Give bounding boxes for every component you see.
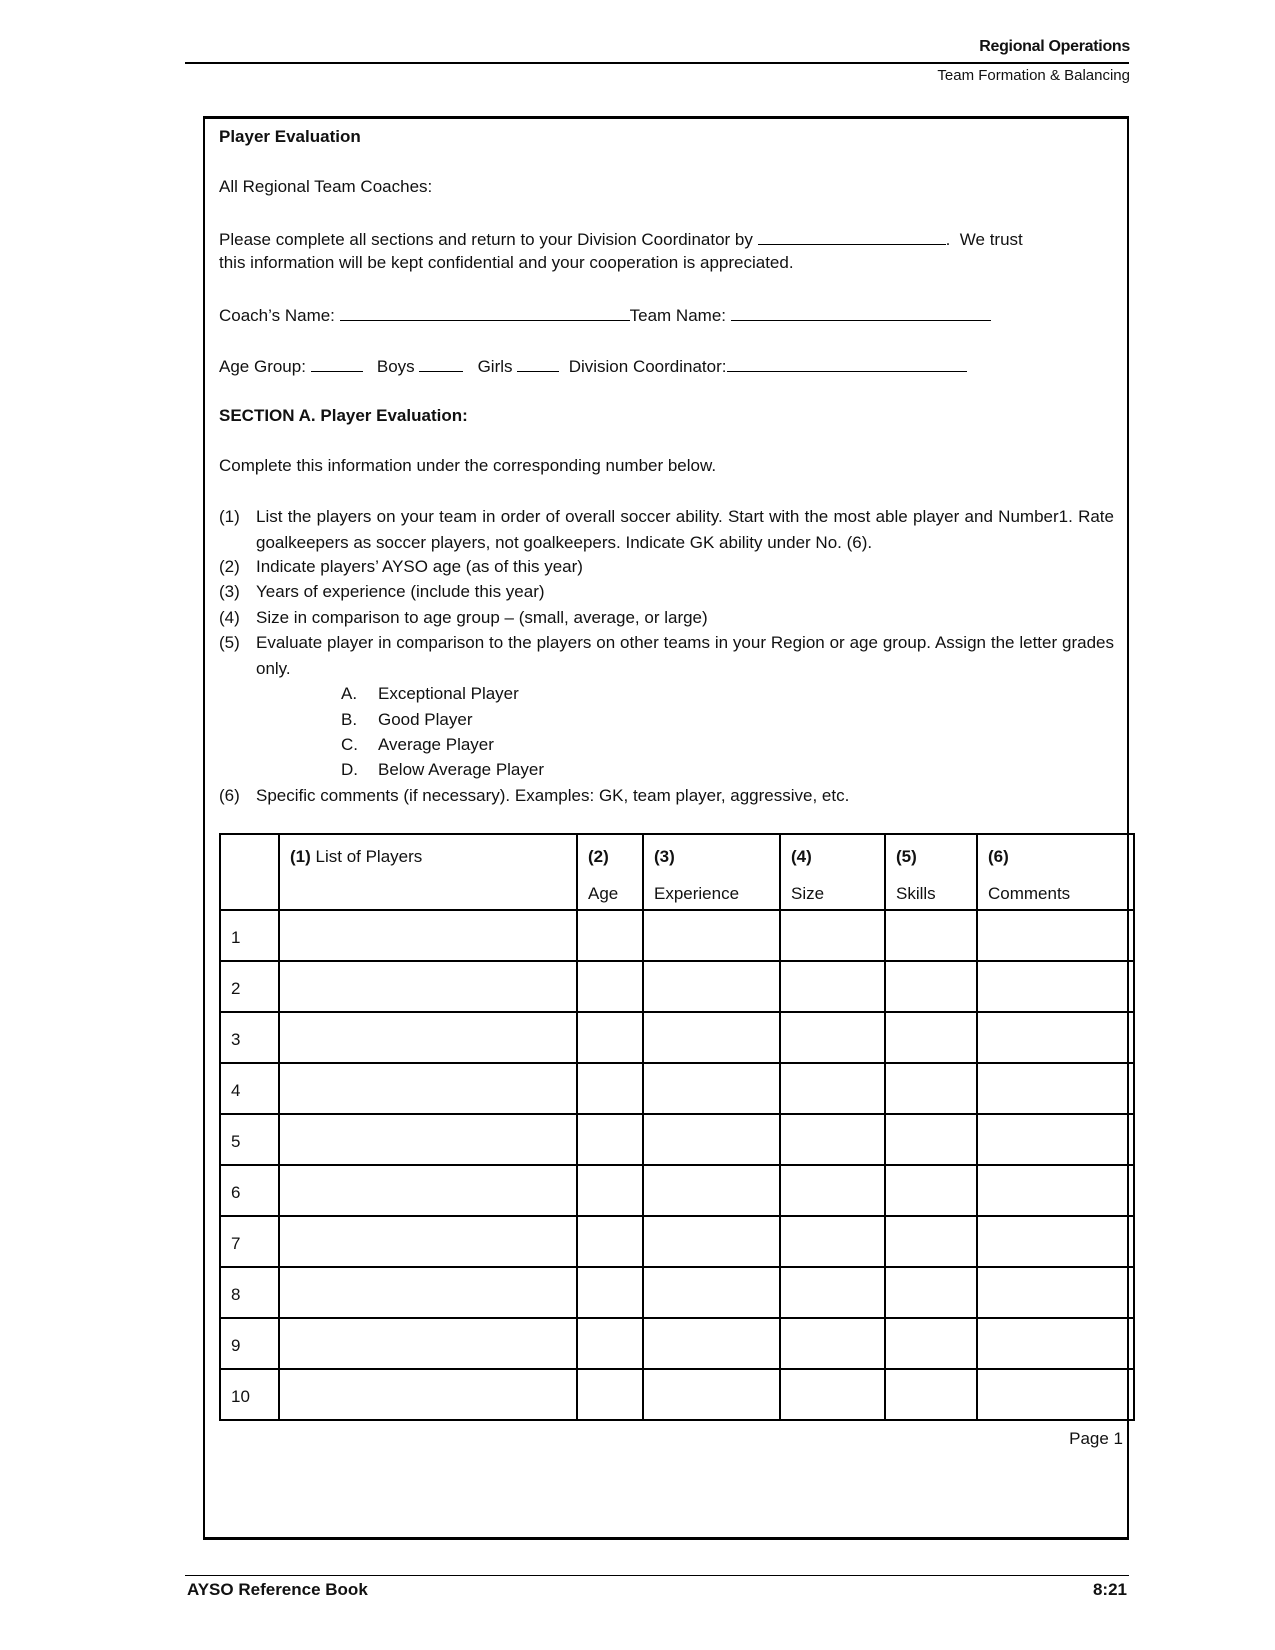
row-number-cell bbox=[220, 1165, 279, 1216]
running-header-title: Regional Operations bbox=[979, 38, 1130, 55]
player-cell[interactable] bbox=[279, 910, 577, 961]
row-number: 6 bbox=[231, 1183, 241, 1202]
experience-cell[interactable] bbox=[643, 1369, 780, 1420]
col-header-age bbox=[577, 834, 643, 910]
grade-letter: D. bbox=[341, 760, 358, 779]
size-cell[interactable] bbox=[780, 1114, 885, 1165]
experience-cell[interactable] bbox=[643, 910, 780, 961]
instruction-text: List the players on your team in order of overall soccer ability. Start with the most able player and Number1. Rate goalkeepers as soccer players, not goalkeepers. Indicate GK ability under No. (6). bbox=[256, 507, 1114, 552]
team-name-label: Team Name: bbox=[629, 306, 727, 325]
size-cell[interactable] bbox=[780, 1318, 885, 1369]
table-row bbox=[220, 1267, 1134, 1318]
instruction-text: Indicate players’ AYSO age (as of this year) bbox=[256, 557, 583, 576]
size-cell[interactable] bbox=[780, 1267, 885, 1318]
experience-cell[interactable] bbox=[643, 1318, 780, 1369]
player-cell[interactable] bbox=[279, 1267, 577, 1318]
size-cell[interactable] bbox=[780, 1063, 885, 1114]
form-page-label: Page 1 bbox=[1069, 1429, 1123, 1448]
section-intro: Complete this information under the corresponding number below. bbox=[219, 456, 717, 475]
player-cell[interactable] bbox=[279, 1216, 577, 1267]
table-row bbox=[220, 961, 1134, 1012]
size-cell[interactable] bbox=[780, 1012, 885, 1063]
experience-cell[interactable] bbox=[643, 961, 780, 1012]
salutation: All Regional Team Coaches: bbox=[219, 177, 433, 196]
instruction-number: (4) bbox=[219, 608, 240, 627]
intro-line-2: this information will be kept confidential and your cooperation is appreciated. bbox=[219, 253, 794, 272]
age-cell[interactable] bbox=[577, 910, 643, 961]
row-number: 2 bbox=[231, 979, 241, 998]
skills-cell[interactable] bbox=[885, 1369, 977, 1420]
team-name-field[interactable] bbox=[731, 304, 991, 321]
col-label: Age bbox=[588, 884, 619, 903]
grade-letter: A. bbox=[341, 684, 358, 703]
size-cell[interactable] bbox=[780, 1216, 885, 1267]
player-cell[interactable] bbox=[279, 1063, 577, 1114]
size-cell[interactable] bbox=[780, 910, 885, 961]
grade-label: Average Player bbox=[378, 735, 494, 754]
division-coordinator-field[interactable] bbox=[727, 355, 967, 372]
row-number-cell bbox=[220, 1318, 279, 1369]
instruction-number: (6) bbox=[219, 786, 240, 805]
header-rule bbox=[185, 62, 1129, 64]
col-header-skills bbox=[885, 834, 977, 910]
instruction-number: (1) bbox=[219, 507, 240, 526]
instruction-number: (3) bbox=[219, 582, 240, 601]
row-number-cell bbox=[220, 1216, 279, 1267]
comments-cell[interactable] bbox=[977, 1267, 1134, 1318]
skills-cell[interactable] bbox=[885, 1012, 977, 1063]
grade-label: Good Player bbox=[378, 710, 473, 729]
table-row bbox=[220, 1369, 1134, 1420]
col-header-size bbox=[780, 834, 885, 910]
table-row bbox=[220, 1012, 1134, 1063]
experience-cell[interactable] bbox=[643, 1165, 780, 1216]
experience-cell[interactable] bbox=[643, 1012, 780, 1063]
row-number: 3 bbox=[231, 1030, 241, 1049]
player-evaluation-table bbox=[219, 833, 1135, 1421]
col-num: (6) bbox=[988, 847, 1009, 866]
skills-cell[interactable] bbox=[885, 961, 977, 1012]
age-group-label: Age Group: bbox=[219, 357, 306, 376]
instruction-text: Specific comments (if necessary). Examples: GK, team player, aggressive, etc. bbox=[256, 786, 850, 805]
age-cell[interactable] bbox=[577, 1267, 643, 1318]
intro-text: Please complete all sections and return to your Division Coordinator by bbox=[219, 230, 753, 249]
running-header-subtitle: Team Formation & Balancing bbox=[937, 67, 1130, 84]
age-cell[interactable] bbox=[577, 961, 643, 1012]
instruction-text: Years of experience (include this year) bbox=[256, 582, 545, 601]
row-number: 9 bbox=[231, 1336, 241, 1355]
comments-cell[interactable] bbox=[977, 1012, 1134, 1063]
skills-cell[interactable] bbox=[885, 1318, 977, 1369]
skills-cell[interactable] bbox=[885, 910, 977, 961]
col-num: (4) bbox=[791, 847, 812, 866]
form-title: Player Evaluation bbox=[219, 127, 361, 146]
experience-cell[interactable] bbox=[643, 1216, 780, 1267]
col-header-players bbox=[279, 834, 577, 910]
comments-cell[interactable] bbox=[977, 1369, 1134, 1420]
footer-page-number: 8:21 bbox=[1092, 1580, 1127, 1599]
row-number: 8 bbox=[231, 1285, 241, 1304]
age-group-field[interactable] bbox=[311, 355, 363, 372]
age-cell[interactable] bbox=[577, 1216, 643, 1267]
row-number-cell bbox=[220, 910, 279, 961]
boys-label: Boys bbox=[376, 357, 415, 376]
table-row bbox=[220, 910, 1134, 961]
grade-label: Below Average Player bbox=[378, 760, 545, 779]
size-cell[interactable] bbox=[780, 961, 885, 1012]
table-row bbox=[220, 1165, 1134, 1216]
age-cell[interactable] bbox=[577, 1369, 643, 1420]
comments-cell[interactable] bbox=[977, 1216, 1134, 1267]
comments-cell[interactable] bbox=[977, 1063, 1134, 1114]
skills-cell[interactable] bbox=[885, 1267, 977, 1318]
table-row bbox=[220, 1216, 1134, 1267]
comments-cell[interactable] bbox=[977, 1165, 1134, 1216]
size-cell[interactable] bbox=[780, 1165, 885, 1216]
col-header-number bbox=[220, 834, 279, 910]
col-num: (1) bbox=[290, 847, 311, 866]
instruction-number: (5) bbox=[219, 633, 240, 652]
intro-suffix: . We trust bbox=[945, 230, 1023, 249]
experience-cell[interactable] bbox=[643, 1114, 780, 1165]
skills-cell[interactable] bbox=[885, 1216, 977, 1267]
comments-cell[interactable] bbox=[977, 1318, 1134, 1369]
intro-line-1 bbox=[219, 228, 1113, 250]
comments-cell[interactable] bbox=[977, 961, 1134, 1012]
col-label: Size bbox=[791, 884, 825, 903]
comments-cell[interactable] bbox=[977, 1114, 1134, 1165]
coach-name-field[interactable] bbox=[340, 304, 630, 321]
col-num: (2) bbox=[588, 847, 609, 866]
player-cell[interactable] bbox=[279, 961, 577, 1012]
player-cell[interactable] bbox=[279, 1369, 577, 1420]
col-num: (3) bbox=[654, 847, 675, 866]
row-number: 1 bbox=[231, 928, 241, 947]
grade-label: Exceptional Player bbox=[378, 684, 519, 703]
coach-name-label: Coach’s Name: bbox=[219, 306, 335, 325]
instruction-number: (2) bbox=[219, 557, 240, 576]
size-cell[interactable] bbox=[780, 1369, 885, 1420]
row-number: 4 bbox=[231, 1081, 241, 1100]
col-label: List of Players bbox=[315, 847, 423, 866]
row-number-cell bbox=[220, 1063, 279, 1114]
return-by-date-field[interactable] bbox=[758, 228, 946, 245]
row-number-cell bbox=[220, 1267, 279, 1318]
boys-field[interactable] bbox=[419, 355, 463, 372]
age-cell[interactable] bbox=[577, 1165, 643, 1216]
age-cell[interactable] bbox=[577, 1318, 643, 1369]
row-number-cell bbox=[220, 1114, 279, 1165]
instruction-text: Size in comparison to age group – (small, average, or large) bbox=[256, 608, 708, 627]
experience-cell[interactable] bbox=[643, 1063, 780, 1114]
row-number-cell bbox=[220, 961, 279, 1012]
col-label: Comments bbox=[988, 884, 1071, 903]
row-number: 10 bbox=[231, 1387, 250, 1406]
player-cell[interactable] bbox=[279, 1165, 577, 1216]
girls-label: Girls bbox=[477, 357, 513, 376]
player-cell[interactable] bbox=[279, 1318, 577, 1369]
division-coordinator-label: Division Coordinator: bbox=[568, 357, 727, 376]
table-row bbox=[220, 1063, 1134, 1114]
row-number-cell bbox=[220, 1012, 279, 1063]
player-cell[interactable] bbox=[279, 1114, 577, 1165]
player-cell[interactable] bbox=[279, 1012, 577, 1063]
coach-team-row bbox=[219, 304, 991, 326]
table-header-row bbox=[220, 834, 1134, 910]
section-title: SECTION A. Player Evaluation: bbox=[219, 406, 468, 425]
grade-letter: C. bbox=[341, 735, 358, 754]
age-cell[interactable] bbox=[577, 1012, 643, 1063]
comments-cell[interactable] bbox=[977, 910, 1134, 961]
girls-field[interactable] bbox=[517, 355, 559, 372]
col-header-experience bbox=[643, 834, 780, 910]
grade-letter: B. bbox=[341, 710, 358, 729]
table-row bbox=[220, 1114, 1134, 1165]
col-label: Skills bbox=[896, 884, 936, 903]
skills-cell[interactable] bbox=[885, 1165, 977, 1216]
table-row bbox=[220, 1318, 1134, 1369]
row-number-cell bbox=[220, 1369, 279, 1420]
instruction-text: Evaluate player in comparison to the players on other teams in your Region or age group. Assign the letter grades only. bbox=[256, 633, 1114, 678]
skills-cell[interactable] bbox=[885, 1114, 977, 1165]
row-number: 7 bbox=[231, 1234, 241, 1253]
footer-rule bbox=[185, 1575, 1129, 1576]
footer-book-title: AYSO Reference Book bbox=[187, 1580, 368, 1599]
age-cell[interactable] bbox=[577, 1063, 643, 1114]
col-header-comments bbox=[977, 834, 1134, 910]
experience-cell[interactable] bbox=[643, 1267, 780, 1318]
row-number: 5 bbox=[231, 1132, 241, 1151]
skills-cell[interactable] bbox=[885, 1063, 977, 1114]
age-group-row bbox=[219, 355, 967, 377]
age-cell[interactable] bbox=[577, 1114, 643, 1165]
col-num: (5) bbox=[896, 847, 917, 866]
col-label: Experience bbox=[654, 884, 740, 903]
